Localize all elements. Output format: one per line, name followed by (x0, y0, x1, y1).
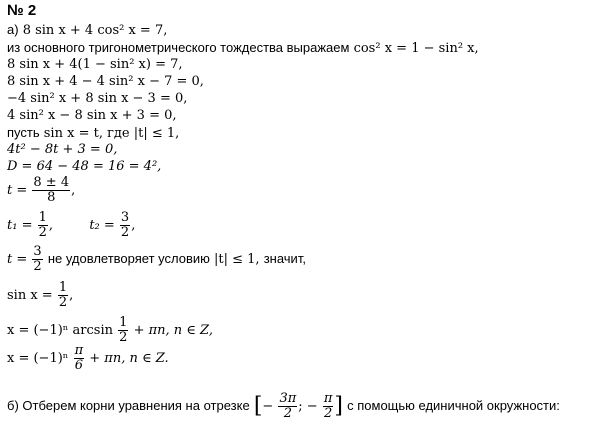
fraction: $\frac{3}{2}$ (33, 244, 42, 274)
line-substitute: 8 sin x + 4(1 − sin² x) = 7, (7, 57, 183, 72)
fraction: $\frac{3}{2}$ (120, 210, 130, 240)
fraction: $\frac{1}{2}$ (38, 210, 47, 240)
line-quadratic: 4t² − 8t + 3 = 0, (7, 142, 118, 157)
line-part-b: б) Отберем корни уравнения на отрезке [− $\frac{3\pi}{2}$ ; − $\frac{\pi}{2}$ ] с помощью единичной окружности: (7, 391, 560, 421)
line-let: пусть sin x = t, где |t| ≤ 1, (7, 125, 180, 141)
line-simplify: −4 sin² x + 8 sin x − 3 = 0, (7, 91, 188, 106)
problem-number: № 2 (7, 2, 37, 19)
line-multiply: 4 sin² x − 8 sin x + 3 = 0, (7, 108, 177, 123)
fraction: $\frac{8 \pm 4}{8}$ (33, 175, 70, 205)
line-sinx: sin x = $\frac{1}{2}$ , (7, 280, 74, 310)
line-equation: а) 8 sin x + 4 cos² x = 7, (7, 22, 168, 38)
line-reject: t = $\frac{3}{2}$ не удовлетворяет условию |t| ≤ 1, значит, (7, 244, 306, 274)
line-expand: 8 sin x + 4 − 4 sin² x − 7 = 0, (7, 74, 204, 89)
line-final-solution: x = (−1)ⁿ $\frac{\pi}{6}$ + πn, n ∈ Z. (7, 343, 169, 373)
line-discriminant: D = 64 − 48 = 16 = 4², (7, 159, 162, 174)
line-roots: t₁ = $\frac{1}{2}$ , t₂ = $\frac{3}{2}$ , (7, 210, 136, 240)
line-identity: из основного тригонометрического тождества выражаем cos² x = 1 − sin² x, (7, 40, 479, 56)
line-general-solution: x = (−1)ⁿ arcsin $\frac{1}{2}$ + πn, n ∈ Z, (7, 315, 213, 345)
line-roots-formula: t = $\frac{8 \pm 4}{8}$ , (7, 175, 76, 205)
fraction: $\frac{1}{2}$ (58, 280, 68, 310)
fraction: $\frac{\pi}{6}$ (74, 343, 84, 373)
fraction: $\frac{\pi}{2}$ (323, 391, 333, 421)
fraction: $\frac{1}{2}$ (119, 315, 128, 345)
fraction: $\frac{3\pi}{2}$ (279, 391, 297, 421)
